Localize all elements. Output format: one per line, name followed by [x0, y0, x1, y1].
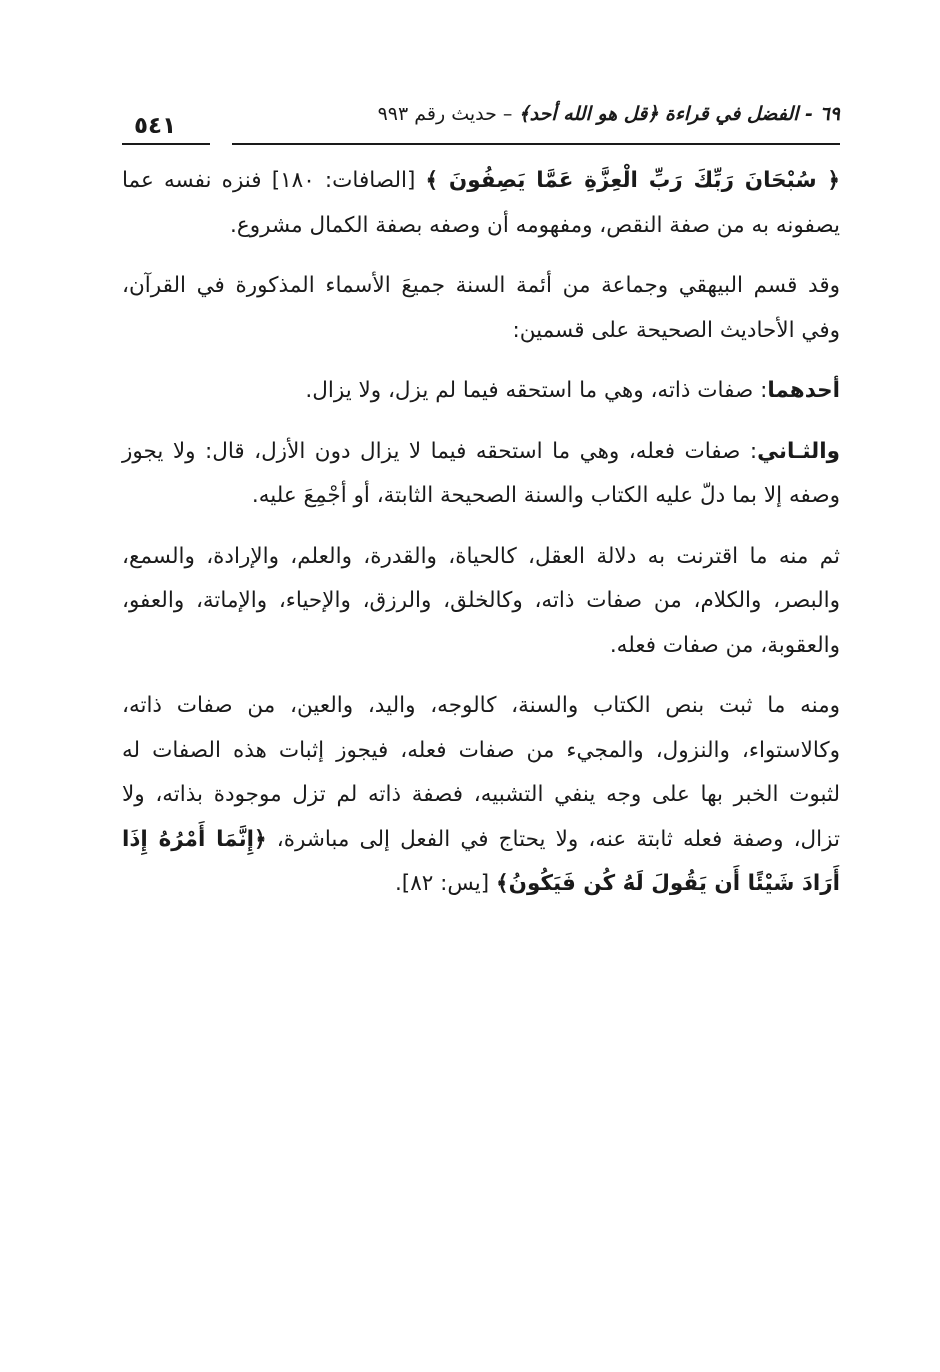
hadith-number: – حديث رقم ٩٩٣ [377, 103, 513, 125]
verse-reference: [يس: ٨٢]. [394, 871, 497, 896]
paragraph-3 [122, 369, 840, 414]
paragraph-lead: أحدهما [767, 378, 840, 403]
paragraph-text: : صفات فعله، وهي ما استحقه فيما لا يزال دون الأزل، قال: ولا يجوز وصفه إلا بما دلّ عليه الكتاب والسنة الصحيحة الثابتة، أو أجْمِعَ عليه. [122, 438, 840, 508]
running-header [122, 95, 840, 145]
paragraph-text: : صفات ذاته، وهي ما استحقه فيما لم يزل، ولا يزال. [305, 378, 768, 403]
paragraph-1 [122, 159, 840, 248]
paragraph-lead: والثـاني [757, 438, 840, 464]
paragraph-text: [الصافات: ١٨٠] فنزه نفسه عما يصفونه به من صفة النقص، ومفهومه أن وصفه بصفة الكمال مشروع. [122, 168, 840, 238]
paragraph-text: وقد قسم البيهقي وجماعة من أئمة السنة جميعَ الأسماء المذكورة في القرآن، وفي الأحاديث الصحيحة على قسمين: [122, 273, 840, 343]
page-number: ٥٤١ [134, 113, 177, 139]
header-rule-gap [210, 139, 232, 147]
paragraph-text: ثم منه ما اقترنت به دلالة العقل، كالحياة، والقدرة، والعلم، والإرادة، والسمع، والبصر، والكلام، من صفات ذاته، وكالخلق، والرزق، والإحياء، والإماتة، والعفو، والعقوبة، من صفات فعله. [122, 543, 840, 658]
paragraph-5 [122, 535, 840, 669]
quran-verse: ﴿ سُبْحَانَ رَبِّكَ رَبِّ الْعِزَّةِ عَمَّا يَصِفُونَ ﴾ [425, 168, 841, 193]
paragraph-6 [122, 684, 840, 907]
book-page [122, 95, 840, 923]
paragraph-text: ومنه ما ثبت بنص الكتاب والسنة، كالوجه، واليد، والعين، من صفات ذاته، وكالاستواء، والنزول، والمجيء من صفات فعله، فيجوز إثبات هذه الصفات له لثبوت الخبر بها على وجه ينفي التشبيه، فصفة ذاته لم تزل موجودة بذاته، ولا تزال، وصفة فعله ثابتة عنه، ولا يحتاج في الفعل إلى مباشرة، [122, 693, 840, 852]
chapter-title: ٦٩ - الفضل في قراءة ﴿قل هو الله أحد﴾ [518, 103, 840, 125]
page-body [122, 159, 840, 907]
header-title [378, 103, 840, 125]
paragraph-2 [122, 264, 840, 353]
quran-verse: ﴿إِنَّمَا أَمْرُهُ إِذَا أَرَادَ شَيْئًا أَن يَقُولَ لَهُ كُن فَيَكُونُ﴾ [122, 826, 840, 896]
paragraph-4 [122, 430, 840, 519]
